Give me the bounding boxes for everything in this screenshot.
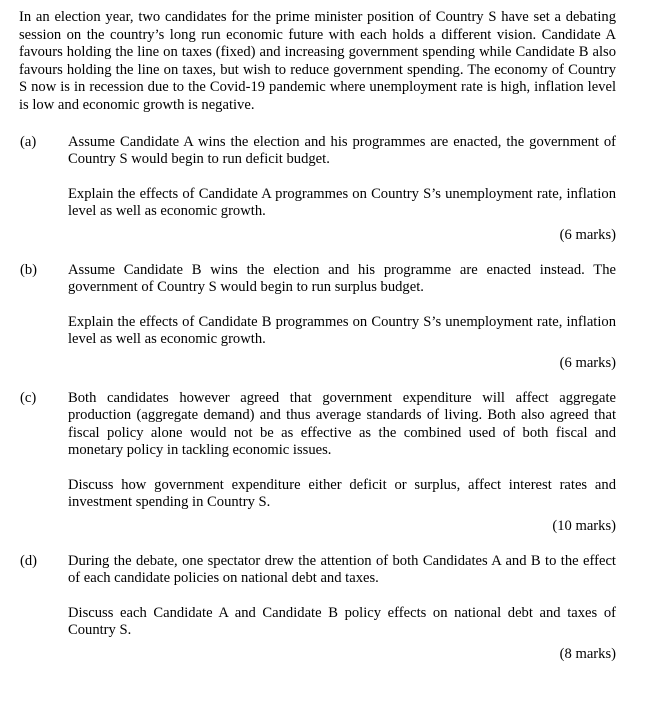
question-d [19,553,616,664]
question-label: (c) [20,389,37,406]
question-label: (a) [20,133,37,150]
intro-paragraph: In an election year, two candidates for the prime minister position of Country S have set a debating session on the country’s long run economic future with each holds a different vision. Candidate A favours holding the line on taxes (fixed) and increasing government spending while Candidate B also favours holding the line on taxes, but wish to reduce government spending. The economy of Country S now is in recession due to the Covid-19 pandemic where unemployment rate is high, inflation level is low and economic growth is negative. [19,9,616,113]
marks-label: (10 marks) [552,518,616,535]
question-b [19,262,616,373]
question-context: Assume Candidate B wins the election and his programme are enacted instead. The government of Country S would begin to run surplus budget. [68,261,616,296]
question-c [19,390,616,536]
question-label: (b) [20,261,38,278]
question-context: During the debate, one spectator drew the attention of both Candidates A and B to the effect of each candidate policies on national debt and taxes. [68,552,616,587]
question-task: Explain the effects of Candidate A programmes on Country S’s unemployment rate, inflation level as well as economic growth. [68,185,616,220]
marks-label: (6 marks) [559,226,616,243]
question-label: (d) [20,552,38,569]
question-task: Explain the effects of Candidate B programmes on Country S’s unemployment rate, inflation level as well as economic growth. [68,313,616,348]
question-task: Discuss each Candidate A and Candidate B policy effects on national debt and taxes of Country S. [68,604,616,639]
exam-page [19,9,616,664]
marks-label: (6 marks) [559,354,616,371]
question-a [19,134,616,245]
question-task: Discuss how government expenditure either deficit or surplus, affect interest rates and investment spending in Country S. [68,476,616,511]
question-context: Assume Candidate A wins the election and his programmes are enacted, the government of Country S would begin to run deficit budget. [68,133,616,168]
question-context: Both candidates however agreed that government expenditure will affect aggregate production (aggregate demand) and thus average standards of living. Both also agreed that fiscal policy alone would not be as effective as the combined used of both fiscal and monetary policy in tackling economic issues. [68,389,616,459]
marks-label: (8 marks) [559,646,616,663]
